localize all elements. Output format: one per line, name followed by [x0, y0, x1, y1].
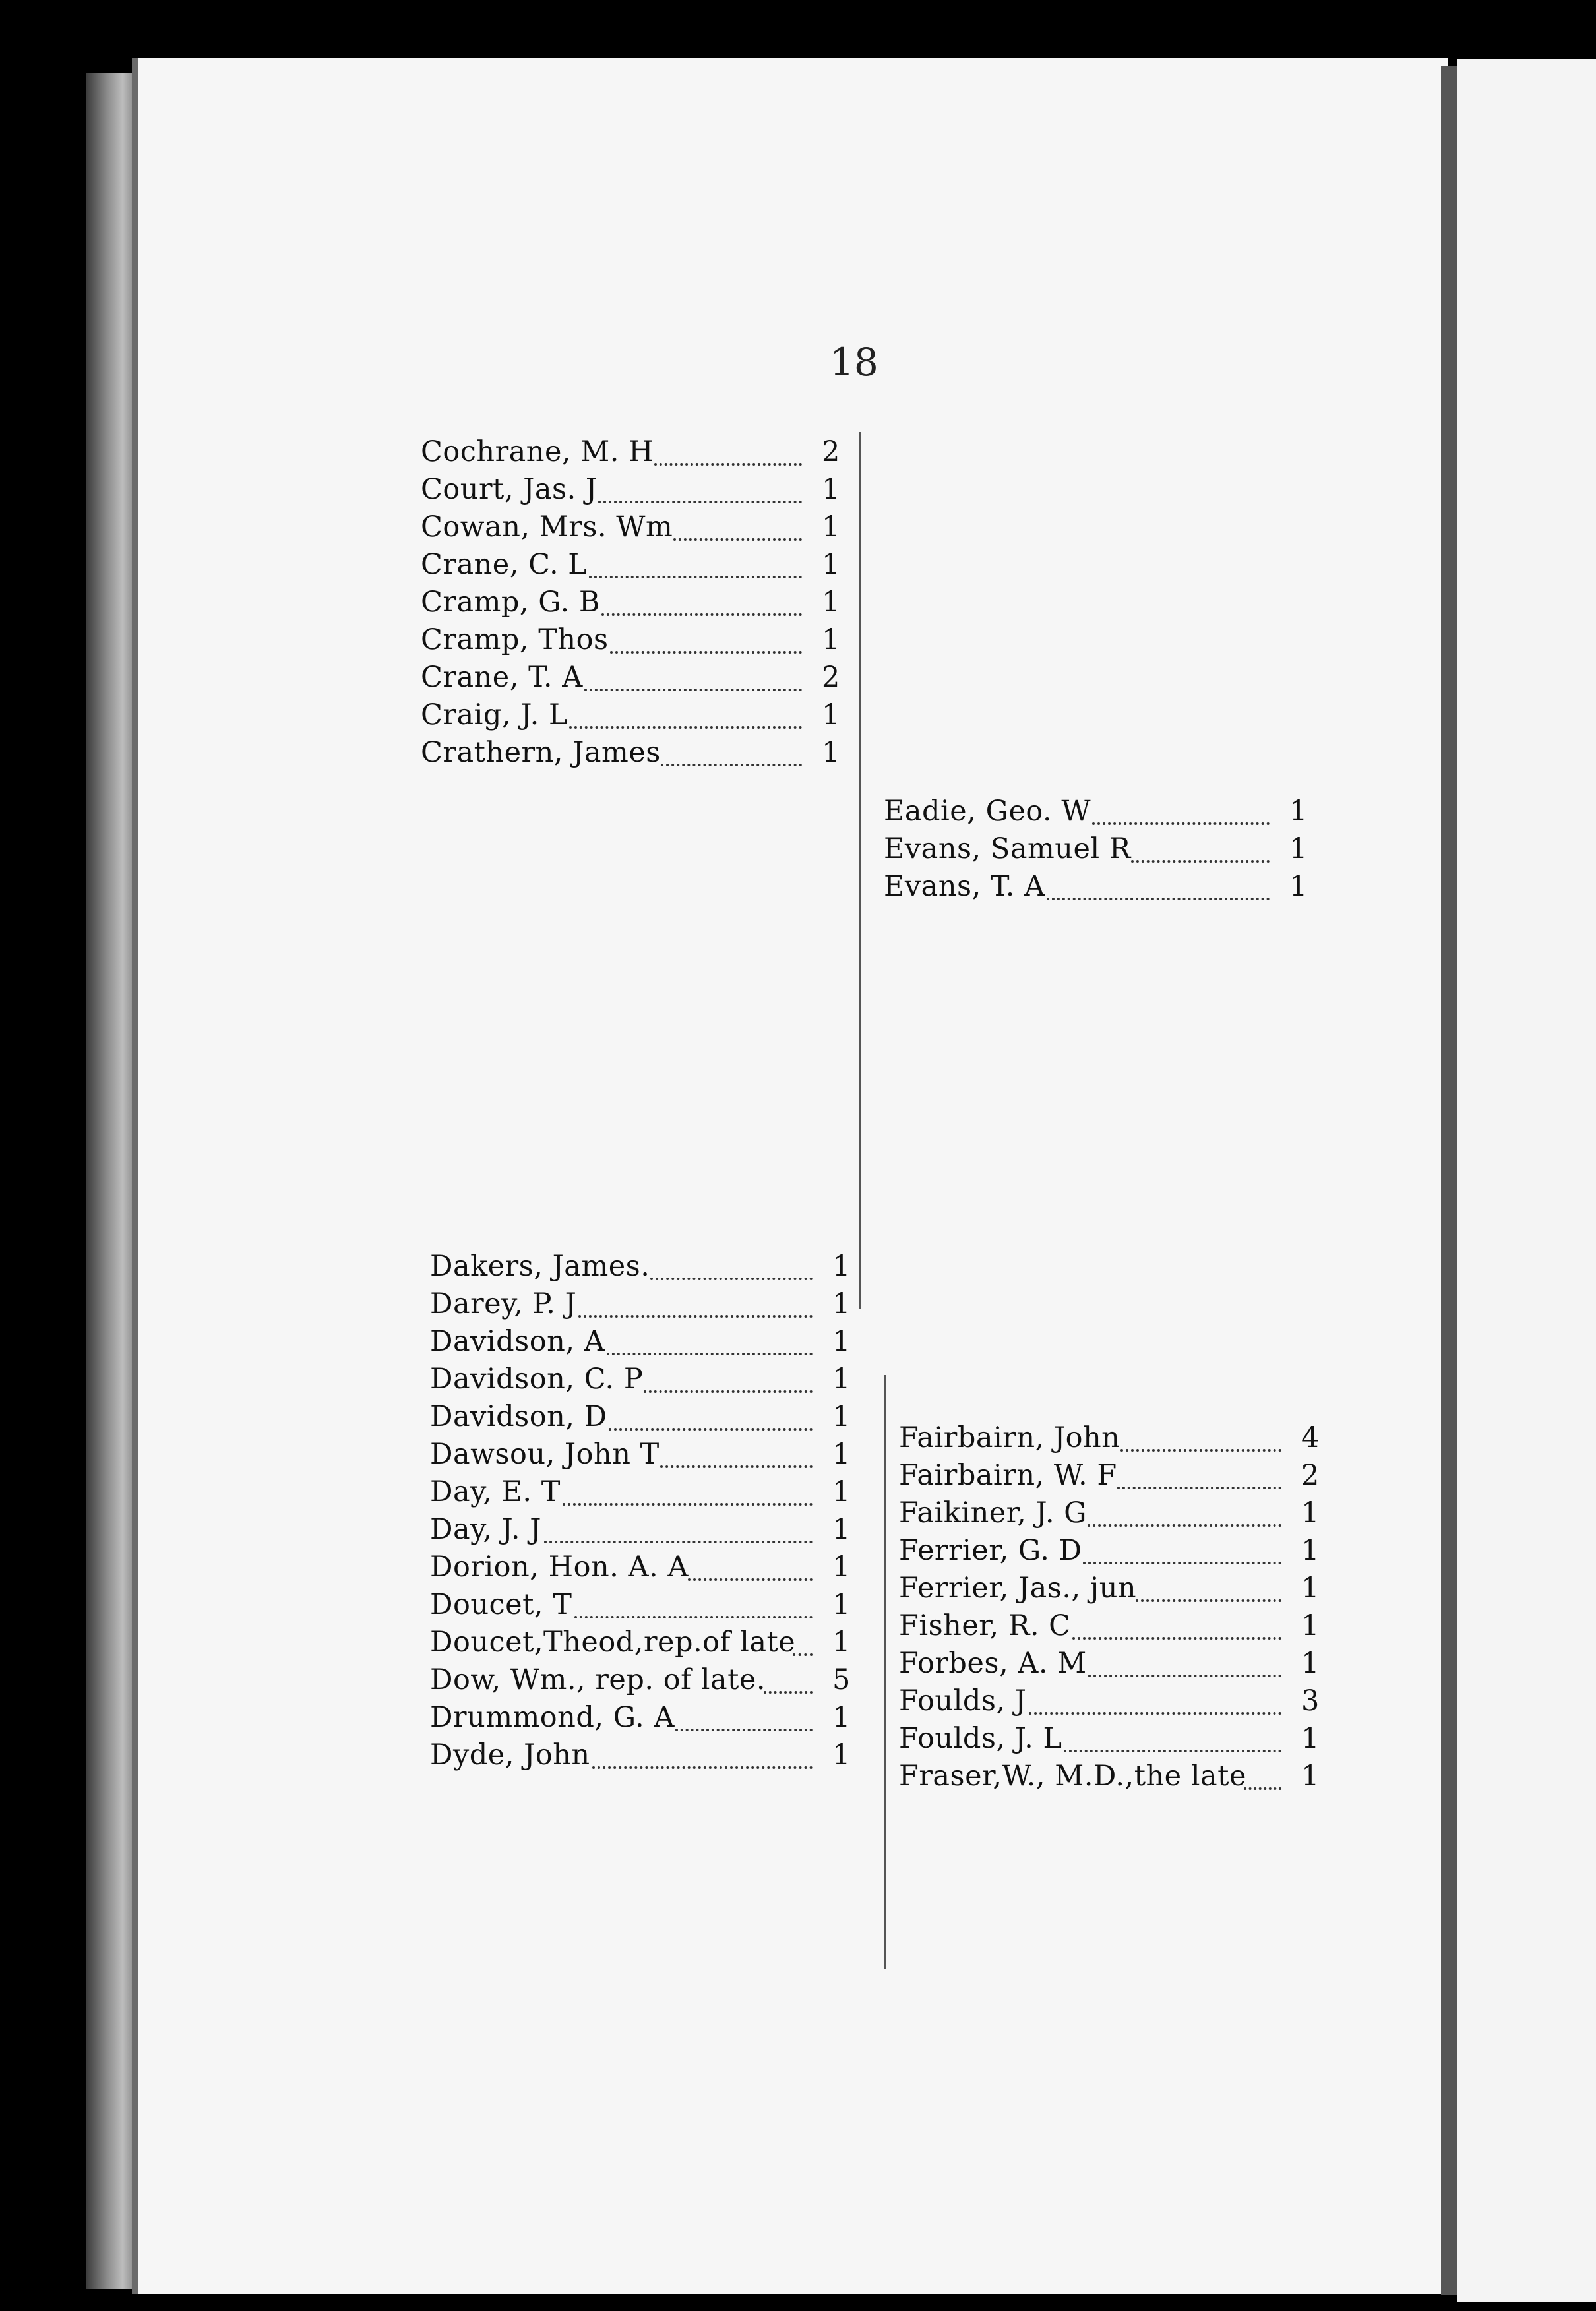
leader-dots [675, 1694, 813, 1731]
leader-dots [589, 541, 802, 578]
entry-name: Crathern, James [421, 736, 661, 769]
leader-dots [688, 1544, 813, 1581]
entry-count: 1 [832, 1250, 851, 1283]
entry-count: 1 [832, 1287, 851, 1320]
entry-count: 2 [822, 435, 840, 468]
document-page [132, 58, 1448, 2294]
entry-name: Evans, T. A [884, 870, 1045, 903]
leader-dots [544, 1506, 813, 1543]
list-item [884, 870, 1306, 907]
entry-count: 1 [822, 698, 840, 731]
leader-dots [610, 617, 802, 654]
entry-count: 1 [822, 548, 840, 581]
leader-dots [592, 1732, 813, 1769]
leader-dots [1120, 1415, 1281, 1452]
entry-count: 1 [1289, 795, 1308, 828]
page-edge-shadow [86, 73, 138, 2289]
list-item [430, 1588, 852, 1625]
entry-count: 1 [1301, 1722, 1320, 1755]
leader-dots [607, 1318, 813, 1355]
entry-name: Fairbairn, John [899, 1421, 1120, 1454]
entry-name: Fraser,W., M.D.,the late [899, 1760, 1246, 1793]
entry-count: 1 [1301, 1647, 1320, 1680]
leader-dots [660, 1431, 813, 1468]
entry-name: Fairbairn, W. F [899, 1459, 1117, 1492]
list-item [430, 1739, 852, 1775]
entry-count: 1 [832, 1551, 851, 1584]
entry-name: Forbes, A. M [899, 1647, 1087, 1680]
leader-dots [1088, 1640, 1281, 1677]
leader-dots [601, 579, 802, 616]
entry-count: 1 [1301, 1609, 1320, 1642]
entry-count: 1 [1301, 1496, 1320, 1529]
entry-count: 1 [832, 1363, 851, 1396]
entry-count: 1 [832, 1739, 851, 1772]
leader-dots [644, 1356, 813, 1393]
entry-count: 1 [832, 1513, 851, 1546]
entry-name: Cochrane, M. H [421, 435, 654, 468]
leader-dots [1083, 1527, 1281, 1564]
leader-dots [1072, 1603, 1281, 1640]
leader-dots [1131, 826, 1270, 863]
entry-name: Foulds, J. L [899, 1722, 1062, 1755]
leader-dots [764, 1657, 813, 1694]
page-number: 18 [830, 340, 878, 385]
leader-dots [793, 1619, 813, 1656]
entry-name: Court, Jas. J [421, 473, 598, 506]
entry-name: Crane, C. L [421, 548, 588, 581]
entry-name: Darey, P. J [430, 1287, 577, 1320]
entry-count: 2 [822, 661, 840, 694]
leader-dots [574, 1582, 813, 1618]
entry-name: Drummond, G. A [430, 1701, 675, 1734]
entry-name: Dakers, James. [430, 1250, 650, 1283]
entry-name: Cramp, Thos [421, 623, 609, 656]
entry-name: Davidson, C. P [430, 1363, 644, 1396]
leader-dots [584, 654, 802, 691]
entry-name: Eadie, Geo. W [884, 795, 1091, 828]
entry-name: Dyde, John [430, 1739, 590, 1772]
entry-count: 4 [1301, 1421, 1320, 1454]
entry-name: Davidson, A [430, 1325, 605, 1358]
leader-dots [1117, 1452, 1281, 1489]
entry-count: 1 [832, 1701, 851, 1734]
leader-dots [661, 729, 802, 766]
entry-name: Foulds, J [899, 1684, 1027, 1717]
entry-name: Cramp, G. B [421, 586, 600, 619]
entry-count: 1 [1289, 832, 1308, 865]
entry-name: Davidson, D [430, 1400, 607, 1433]
entry-count: 1 [1301, 1572, 1320, 1605]
entry-name: Fisher, R. C [899, 1609, 1071, 1642]
entry-name: Dow, Wm., rep. of late. [430, 1663, 766, 1696]
entry-name: Doucet, T [430, 1588, 572, 1621]
column-divider-lower [884, 1375, 886, 1969]
entry-count: 1 [822, 736, 840, 769]
leader-dots [563, 1469, 813, 1506]
entry-name: Dorion, Hon. A. A [430, 1551, 689, 1584]
entry-count: 1 [822, 586, 840, 619]
entry-name: Dawsou, John T [430, 1438, 660, 1471]
entry-count: 1 [1289, 870, 1308, 903]
entry-name: Craig, J. L [421, 698, 568, 731]
entry-name: Doucet,Theod,rep.of late [430, 1626, 796, 1659]
entry-count: 1 [1301, 1760, 1320, 1793]
entry-name: Ferrier, Jas., jun [899, 1572, 1137, 1605]
leader-dots [654, 429, 802, 466]
leader-dots [1244, 1753, 1281, 1790]
entry-count: 1 [822, 510, 840, 543]
entry-name: Faikiner, J. G [899, 1496, 1088, 1529]
leader-dots [1029, 1678, 1281, 1715]
entry-name: Crane, T. A [421, 661, 583, 694]
entry-count: 1 [1301, 1534, 1320, 1567]
leader-dots [1088, 1490, 1281, 1527]
leader-dots [1047, 863, 1270, 900]
column-divider-upper [859, 432, 861, 1309]
leader-dots [569, 692, 802, 729]
entry-count: 1 [832, 1438, 851, 1471]
leader-dots [609, 1394, 813, 1431]
entry-count: 5 [832, 1663, 851, 1696]
entry-count: 1 [832, 1475, 851, 1508]
leader-dots [1064, 1715, 1281, 1752]
entry-name: Day, E. T [430, 1475, 561, 1508]
leader-dots [1092, 788, 1270, 825]
entry-count: 1 [832, 1400, 851, 1433]
leader-dots [598, 466, 802, 503]
leader-dots [578, 1281, 813, 1318]
entry-count: 1 [832, 1588, 851, 1621]
entry-count: 1 [832, 1325, 851, 1358]
entry-count: 3 [1301, 1684, 1320, 1717]
entry-name: Ferrier, G. D [899, 1534, 1082, 1567]
list-item [899, 1760, 1321, 1797]
leader-dots [673, 504, 802, 541]
leader-dots [1136, 1565, 1281, 1602]
list-item [421, 736, 840, 773]
leader-dots [650, 1243, 813, 1280]
book-spine [1441, 66, 1457, 2295]
facing-page-edge [1457, 59, 1596, 2302]
entry-count: 2 [1301, 1459, 1320, 1492]
entry-name: Cowan, Mrs. Wm [421, 510, 673, 543]
entry-count: 1 [832, 1626, 851, 1659]
entry-count: 1 [822, 473, 840, 506]
entry-name: Evans, Samuel R [884, 832, 1131, 865]
entry-name: Day, J. J [430, 1513, 542, 1546]
entry-count: 1 [822, 623, 840, 656]
